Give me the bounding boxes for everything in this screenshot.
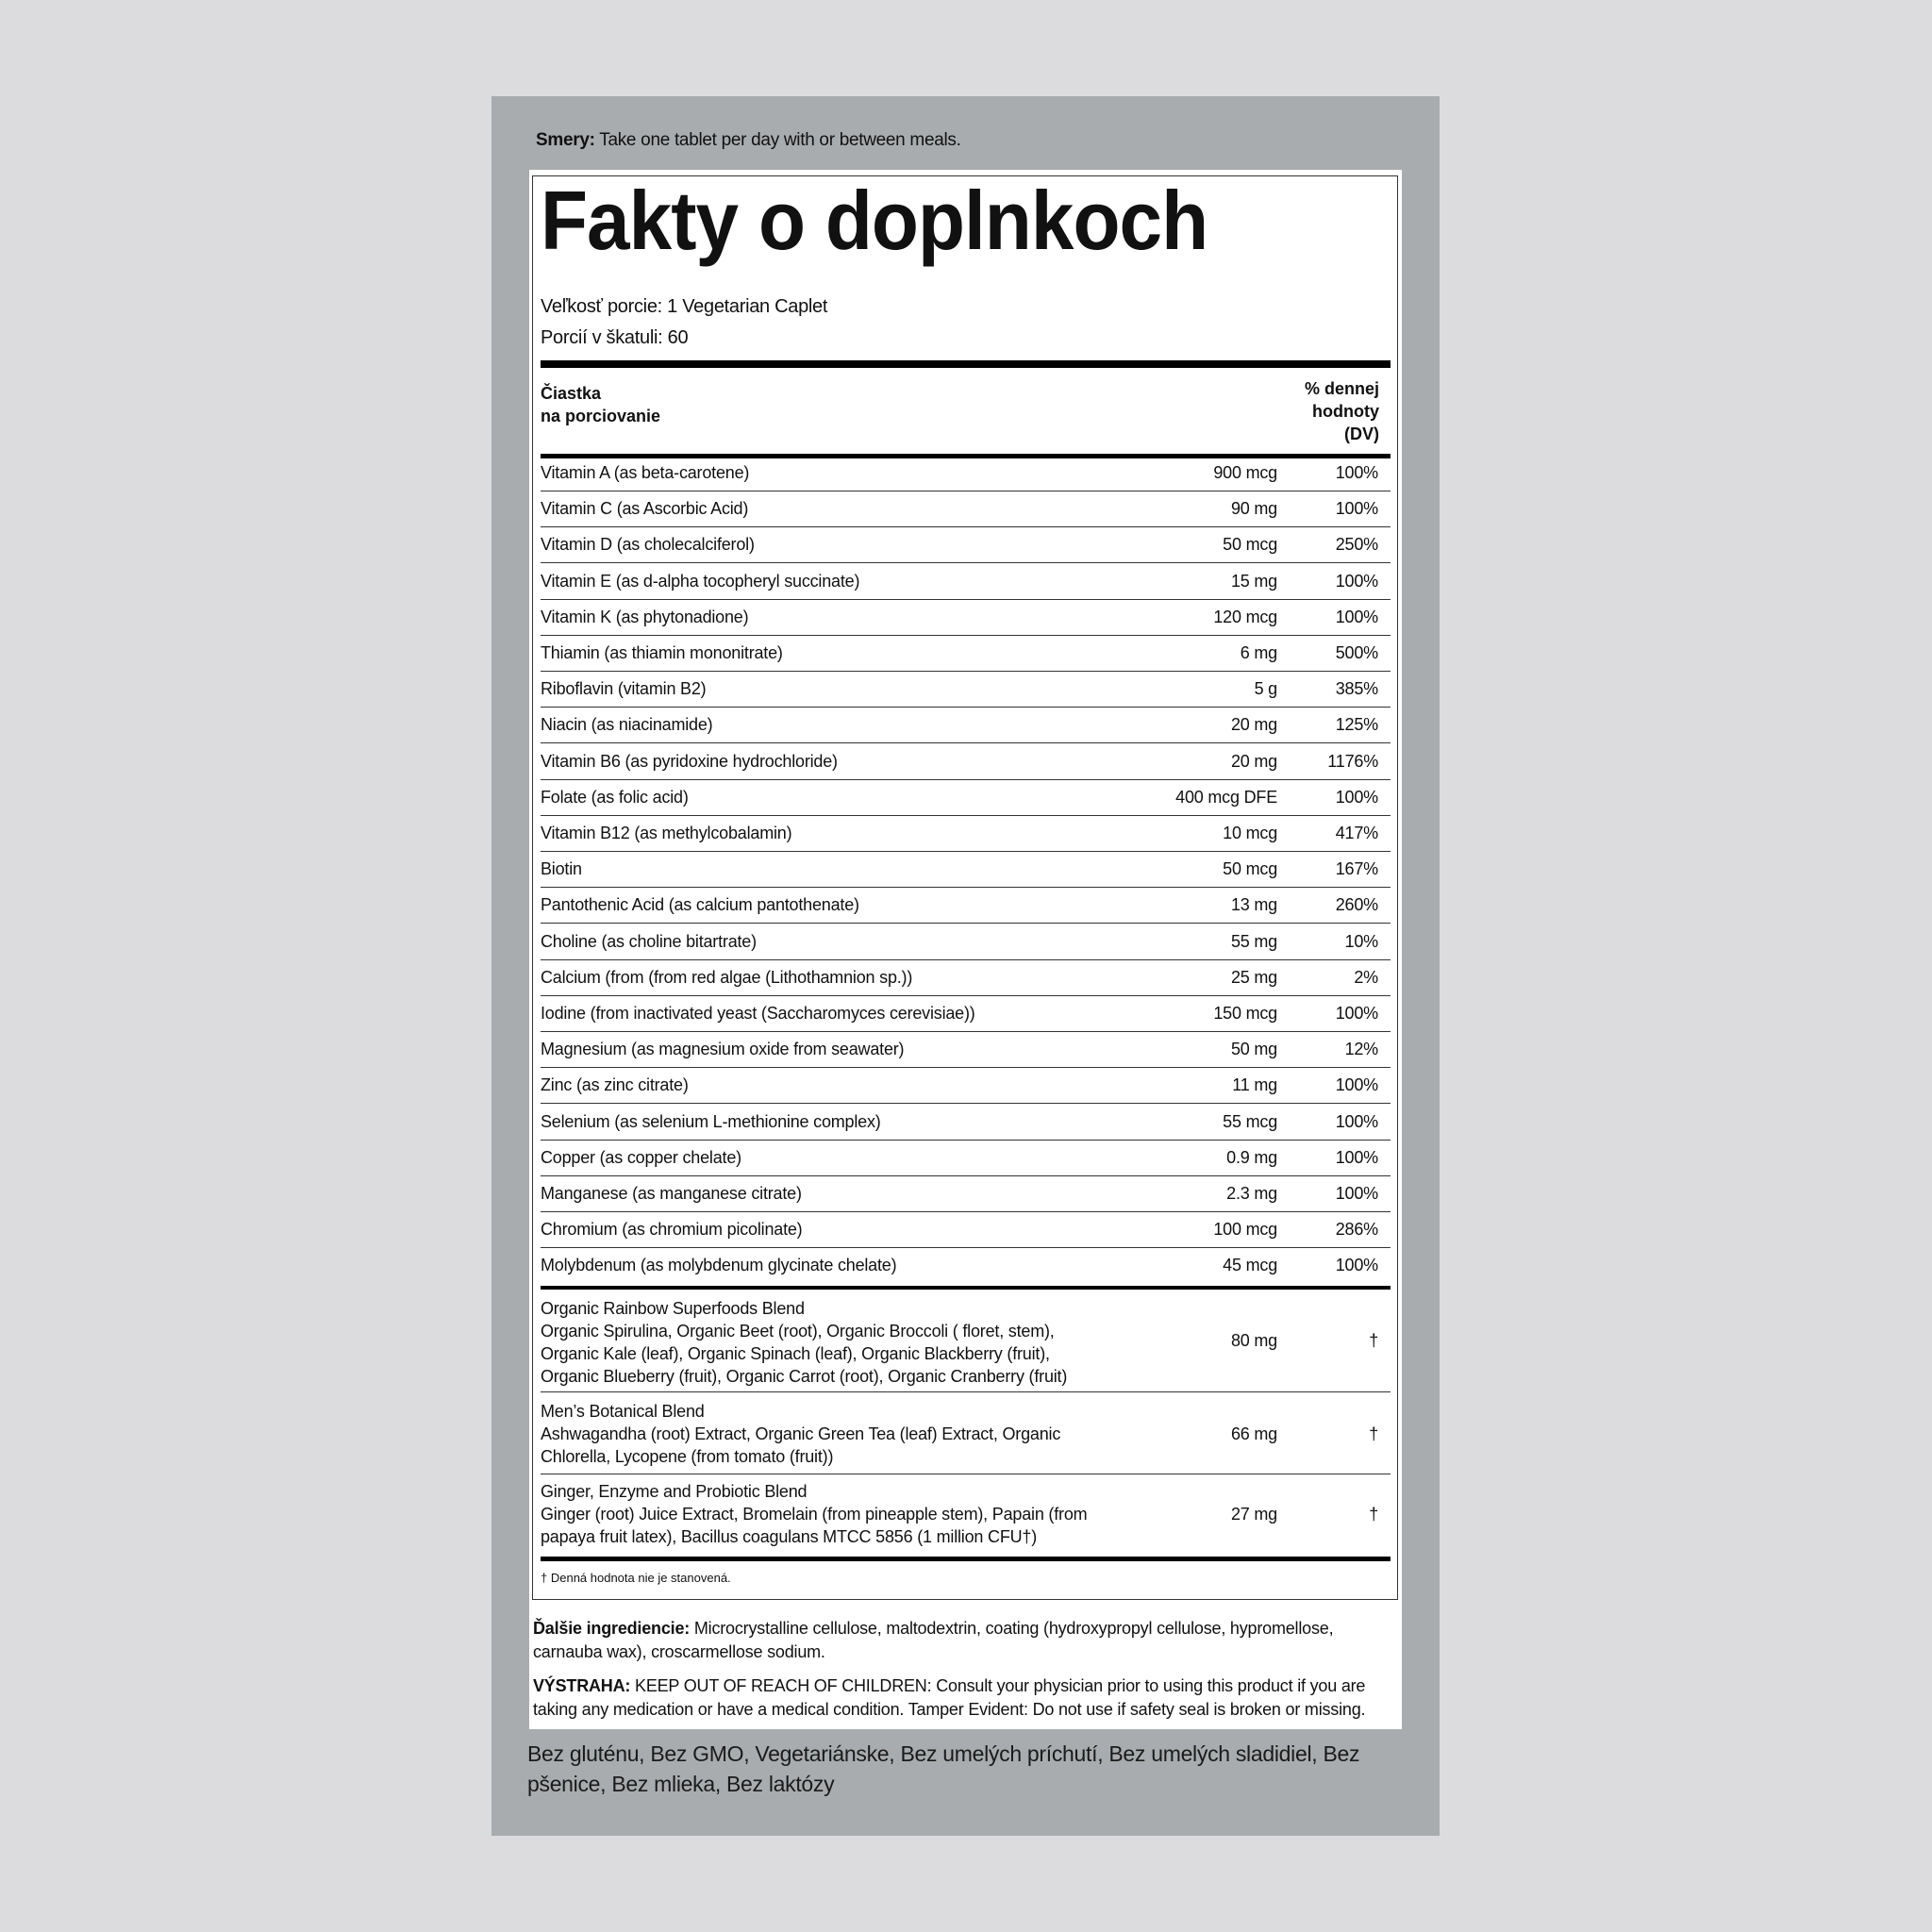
table-row — [541, 744, 1391, 780]
table-row — [541, 1248, 1391, 1284]
blend-row — [541, 1392, 1391, 1474]
nutrient-amount: 25 mg — [1230, 967, 1277, 987]
daily-value-header — [1305, 377, 1379, 445]
table-row — [541, 888, 1391, 924]
nutrient-name: Calcium (from (from red algae (Lithothamnion sp.)) — [541, 967, 913, 987]
nutrient-amount: 0.9 mg — [1226, 1147, 1277, 1167]
nutrient-dv: 100% — [1335, 1147, 1378, 1167]
blend-row — [541, 1474, 1391, 1557]
other-ingredients-label: Ďalšie ingrediencie: — [533, 1619, 691, 1638]
nutrient-dv: 100% — [1335, 463, 1378, 482]
blend-dv: † — [1369, 1424, 1378, 1443]
table-row — [541, 636, 1391, 672]
thick-divider — [541, 360, 1391, 368]
nutrient-name: Iodine (from inactivated yeast (Saccharomyces cerevisiae)) — [541, 1004, 975, 1023]
nutrient-name: Riboflavin (vitamin B2) — [541, 679, 707, 699]
table-row — [541, 996, 1391, 1032]
nutrient-amount: 2.3 mg — [1226, 1184, 1277, 1203]
blend-amount: 66 mg — [1230, 1424, 1277, 1443]
blend-ingredients: Ginger (root) Juice Extract, Bromelain (from pineapple stem), Papain (from papaya fruit latex), Bacillus coagulans MTCC 5856 (1 million CFU†) — [541, 1505, 1088, 1546]
blend-ingredients: Organic Spirulina, Organic Beet (root), Organic Broccoli ( floret, stem), Organic Kale (leaf), Organic Spinach (leaf), Organic Blackberry (fruit), Organic Blueberry (fruit), Organic Carrot (root), Organic Cranberry (fruit) — [541, 1322, 1068, 1386]
blend-dv: † — [1369, 1505, 1378, 1524]
blend-row — [541, 1291, 1391, 1392]
nutrient-dv: 417% — [1335, 824, 1378, 842]
nutrient-name: Niacin (as niacinamide) — [541, 715, 713, 735]
table-row — [541, 491, 1391, 527]
nutrient-amount: 50 mcg — [1223, 859, 1277, 879]
other-ingredients — [533, 1617, 1393, 1664]
nutrient-name: Copper (as copper chelate) — [541, 1147, 741, 1167]
header-dv-line3: (DV) — [1344, 425, 1379, 443]
table-row — [541, 527, 1391, 563]
nutrient-dv: 100% — [1335, 607, 1378, 626]
directions-text: Take one tablet per day with or between meals. — [599, 130, 961, 150]
nutrient-amount: 900 mcg — [1213, 463, 1277, 482]
warning — [533, 1674, 1393, 1722]
nutrient-amount: 55 mg — [1230, 931, 1277, 951]
table-row — [541, 1141, 1391, 1176]
table-row — [541, 1105, 1391, 1141]
nutrient-amount: 90 mg — [1230, 499, 1277, 519]
nutrient-name: Choline (as choline bitartrate) — [541, 931, 757, 951]
nutrient-name: Vitamin C (as Ascorbic Acid) — [541, 499, 749, 519]
nutrient-dv: 500% — [1335, 643, 1378, 662]
blend-name: Men’s Botanical Blend — [541, 1402, 705, 1421]
nutrient-dv: 100% — [1335, 1184, 1378, 1203]
nutrient-amount: 55 mcg — [1223, 1111, 1277, 1131]
nutrient-name: Folate (as folic acid) — [541, 787, 689, 807]
nutrient-dv: 100% — [1335, 571, 1378, 591]
nutrient-name: Pantothenic Acid (as calcium pantothenate) — [541, 895, 859, 915]
nutrient-dv: 100% — [1335, 787, 1378, 807]
table-row — [541, 564, 1391, 600]
table-row — [541, 708, 1391, 743]
nutrient-name: Vitamin B6 (as pyridoxine hydrochloride) — [541, 751, 838, 771]
nutrient-amount: 45 mcg — [1223, 1256, 1277, 1275]
table-row — [541, 672, 1391, 708]
nutrient-name: Selenium (as selenium L-methionine complex) — [541, 1111, 881, 1131]
blend-ingredients: Ashwagandha (root) Extract, Organic Green Tea (leaf) Extract, Organic Chlorella, Lycopene (from tomato (fruit)) — [541, 1424, 1061, 1466]
header-amount-line1: Čiastka — [541, 384, 602, 403]
header-dv-line1: % dennej — [1304, 379, 1379, 398]
nutrient-dv: 260% — [1335, 895, 1378, 915]
free-from-claims: Bez glutén​u, Bez GMO, Vegetariánske, Bez umelých príchutí, Bez umelých sladidiel, Bez pšenice, Bez mlieka, Bez laktózy — [527, 1741, 1360, 1796]
header-dv-line2: hodnoty — [1312, 402, 1379, 421]
table-row — [541, 1032, 1391, 1068]
nutrient-dv: 2% — [1354, 967, 1378, 987]
nutrient-amount: 20 mg — [1230, 751, 1277, 771]
nutrient-dv: 100% — [1335, 1111, 1378, 1131]
supplement-facts-title: Fakty o doplnkoch — [541, 174, 1208, 267]
servings-per-container: Porcií v škatuli: 60 — [541, 327, 689, 348]
nutrient-name: Biotin — [541, 859, 582, 879]
nutrient-name: Magnesium (as magnesium oxide from seawater) — [541, 1040, 905, 1059]
nutrient-name: Manganese (as manganese citrate) — [541, 1184, 802, 1203]
table-row — [541, 456, 1391, 491]
nutrient-dv: 125% — [1335, 715, 1378, 735]
table-row — [541, 1212, 1391, 1248]
amount-per-serving-header — [541, 382, 660, 427]
table-row — [541, 600, 1391, 636]
table-row — [541, 924, 1391, 960]
blend-amount: 80 mg — [1230, 1331, 1277, 1350]
nutrient-dv: 1176% — [1327, 751, 1378, 771]
directions — [536, 130, 961, 151]
nutrient-amount: 400 mcg DFE — [1175, 787, 1277, 807]
nutrient-dv: 100% — [1335, 1004, 1378, 1023]
nutrient-dv: 286% — [1335, 1220, 1378, 1240]
nutrient-amount: 120 mcg — [1213, 607, 1277, 626]
table-row — [541, 852, 1391, 888]
nutrient-amount: 6 mg — [1240, 643, 1277, 662]
nutrient-dv: 167% — [1335, 859, 1378, 879]
table-row — [541, 816, 1391, 852]
nutrient-amount: 15 mg — [1230, 571, 1277, 591]
nutrient-dv: 10% — [1344, 931, 1378, 951]
table-row — [541, 1176, 1391, 1212]
nutrient-dv: 100% — [1335, 1075, 1378, 1095]
nutrient-amount: 10 mcg — [1223, 824, 1277, 842]
nutrient-amount: 13 mg — [1230, 895, 1277, 915]
nutrient-dv: 100% — [1335, 1256, 1378, 1275]
nutrient-name: Zinc (as zinc citrate) — [541, 1075, 689, 1095]
nutrient-name: Vitamin B12 (as methylcobalamin) — [541, 824, 792, 842]
blend-divider — [541, 1286, 1391, 1290]
directions-label: Smery: — [536, 130, 595, 150]
nutrient-name: Chromium (as chromium picolinate) — [541, 1220, 803, 1240]
header-amount-line2: na porciovanie — [541, 407, 661, 425]
nutrient-amount: 100 mcg — [1213, 1220, 1277, 1240]
nutrient-name: Vitamin E (as d-alpha tocopheryl succinate) — [541, 571, 860, 591]
nutrient-name: Molybdenum (as molybdenum glycinate chelate) — [541, 1256, 897, 1275]
bottom-divider — [541, 1557, 1391, 1561]
nutrient-dv: 385% — [1335, 679, 1378, 699]
table-row — [541, 960, 1391, 996]
nutrient-name: Vitamin K (as phytonadione) — [541, 607, 749, 626]
blend-name: Organic Rainbow Superfoods Blend — [541, 1299, 805, 1318]
table-row — [541, 1068, 1391, 1104]
nutrient-amount: 150 mcg — [1213, 1004, 1277, 1023]
footnote: † Denná hodnota nie je stanovená. — [541, 1571, 731, 1585]
blend-name: Ginger, Enzyme and Probiotic Blend — [541, 1482, 808, 1501]
nutrient-amount: 5 g — [1254, 679, 1277, 699]
table-row — [541, 780, 1391, 816]
nutrient-name: Vitamin D (as cholecalciferol) — [541, 535, 755, 555]
nutrient-amount: 11 mg — [1232, 1075, 1277, 1095]
blend-amount: 27 mg — [1230, 1505, 1277, 1524]
nutrient-amount: 50 mg — [1230, 1040, 1277, 1059]
nutrient-dv: 100% — [1335, 499, 1378, 519]
warning-label: VÝSTRAHA: — [533, 1676, 631, 1695]
other-ingredients-text: Microcrystalline cellulose, maltodextrin, coating (hydroxypropyl cellulose, hypromellose, carnauba wax), croscarmellose sodium. — [533, 1619, 1334, 1661]
nutrient-amount: 50 mcg — [1223, 535, 1277, 555]
nutrient-dv: 250% — [1335, 535, 1378, 555]
nutrient-name: Thiamin (as thiamin mononitrate) — [541, 643, 783, 662]
nutrient-amount: 20 mg — [1230, 715, 1277, 735]
blend-dv: † — [1369, 1331, 1378, 1350]
nutrient-name: Vitamin A (as beta-carotene) — [541, 463, 750, 482]
warning-text: KEEP OUT OF REACH OF CHILDREN: Consult your physician prior to using this product if you are taking any medication or have a medical condition. Tamper Evident: Do not use if safety seal is broken or missing. — [533, 1676, 1366, 1719]
serving-size: Veľkosť porcie: 1 Vegetarian Caplet — [541, 296, 828, 317]
nutrient-dv: 12% — [1344, 1040, 1378, 1059]
